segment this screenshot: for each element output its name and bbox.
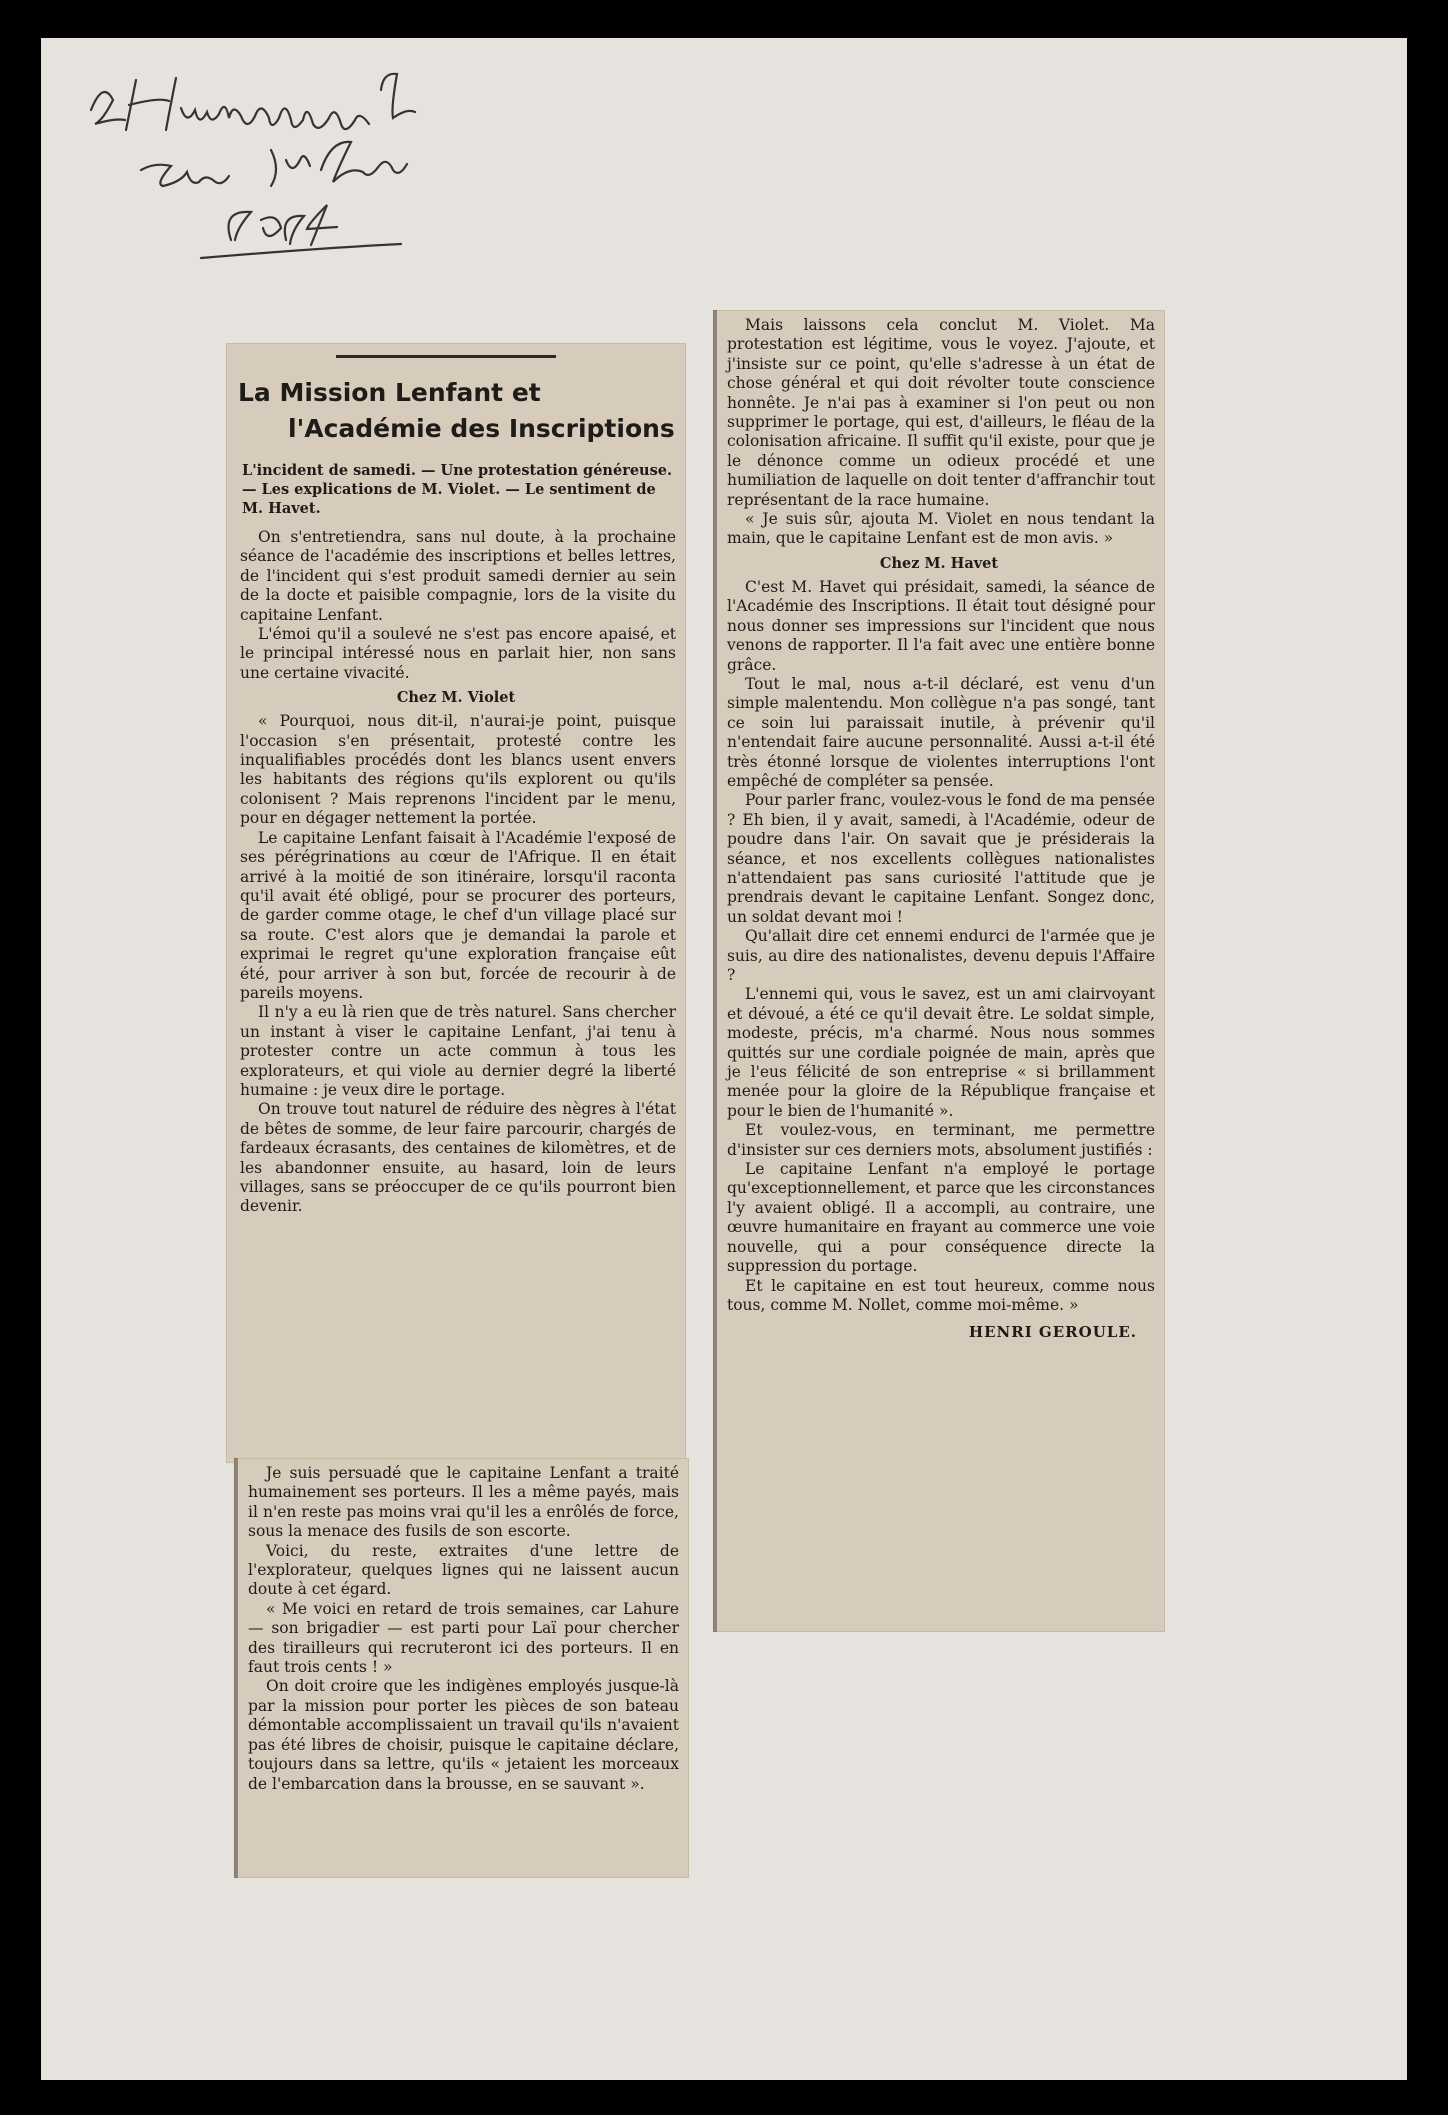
paragraph: Tout le mal, nous a-t-il déclaré, est venu d'un simple malentendu. Mon collègue n'a pas songé, tant ce soin lui paraissait inutile, à prévenir qu'il n'entendait faire aucune personnalité. Aussi a-t-il été très étonné lorsque de violentes interruptions l'ont empêché de compléter sa pensée. (727, 674, 1155, 790)
paragraph: C'est M. Havet qui présidait, samedi, la séance de l'Académie des Inscriptions. Il était tout désigné pour nous donner ses impressions sur l'incident que nous venons de rapporter. Il l'a fait avec une entière bonne grâce. (727, 577, 1155, 674)
section-violet-continued (234, 1458, 689, 1794)
paragraph: On doit croire que les indigènes employés jusque-là par la mission pour porter les pièces de son bateau démontable accomplissaient un travail qu'ils n'avaient pas été libres de choisir, puisque le capitaine déclare, toujours dans sa lettre, qu'ils « jetaient les morceaux de l'embarcation dans la brousse, en se sauvant ». (248, 1677, 679, 1793)
paragraph: On trouve tout naturel de réduire des nègres à l'état de bêtes de somme, de leur faire parcourir, chargés de fardeaux écrasants, des centaines de kilomètres, et de les abandonner ensuite, au hasard, loin de leurs villages, sans se préoccuper de ce qu'ils pourront bien devenir. (240, 1100, 676, 1216)
paragraph: Mais laissons cela conclut M. Violet. Ma protestation est légitime, vous le voyez. J'ajoute, et j'insiste sur ce point, qu'elle s'adresse à un état de chose général et qui doit révolter toute conscience honnête. Je n'ai pas à examiner si l'on peut ou non supprimer le portage, qui est, d'ailleurs, le fléau de la colonisation africaine. Il suffit qu'il existe, pour que je le dénonce comme un odieux procédé et une humiliation de laquelle on doit tenter d'affranchir tout représentant de la race humaine. (727, 316, 1155, 509)
paragraph: On s'entretiendra, sans nul doute, à la prochaine séance de l'académie des inscriptions et belles lettres, de l'incident qui s'est produit samedi dernier au sein de la docte et paisible compagnie, lors de la visite du capitaine Lenfant. (240, 528, 676, 624)
clipping-left-top (226, 343, 686, 1463)
paragraph: « Pourquoi, nous dit-il, n'aurai-je point, puisque l'occasion s'en présentait, protesté contre les inqualifiables procédés dont les blancs usent envers les habitants des régions qu'ils explorent ou qu'ils colonisent ? Mais reprenons l'incident par le menu, pour en dégager nettement la portée. (240, 712, 676, 828)
handwritten-annotation (81, 50, 561, 270)
section-havet-body (713, 578, 1165, 1315)
author-signature: HENRI GEROULE. (968, 1323, 1137, 1342)
paragraph: Qu'allait dire cet ennemi endurci de l'armée que je suis, au dire des nationalistes, devenu depuis l'Affaire ? (727, 927, 1155, 984)
section-heading-violet: Chez M. Violet (396, 689, 516, 707)
article-subheading: L'incident de samedi. — Une protestation généreuse. — Les explications de M. Violet. — Le sentiment de M. Havet. (242, 462, 673, 517)
paragraph: « Me voici en retard de trois semaines, car Lahure — son brigadier — est parti pour Laï pour chercher des tirailleurs qui recruteront ici des porteurs. Il en faut trois cents ! » (248, 1599, 679, 1677)
paragraph: Et voulez-vous, en terminant, me permettre d'insister sur ces derniers mots, absolument justifiés : (727, 1121, 1155, 1159)
paragraph: Il n'y a eu là rien que de très naturel. Sans chercher un instant à viser le capitaine Lenfant, j'ai tenu à protester contre un acte commun à tous les explorateurs, et qui viole au dernier degré la liberté humaine : je veux dire le portage. (240, 1003, 676, 1099)
paragraph: « Je suis sûr, ajouta M. Violet en nous tendant la main, que le capitaine Lenfant est de mon avis. » (727, 510, 1155, 548)
clipping-edge (713, 310, 717, 1632)
paragraph: Le capitaine Lenfant n'a employé le portage qu'exceptionnellement, et parce que les circonstances l'y avaient obligé. Il a accompli, au contraire, une œuvre humanitaire en frayant au commerce une voie nouvelle, qui a pour conséquence directe la suppression du portage. (727, 1160, 1155, 1276)
paragraph: Et le capitaine en est tout heureux, comme nous tous, comme M. Nollet, comme moi-même. » (727, 1276, 1155, 1314)
paragraph: L'ennemi qui, vous le savez, est un ami clairvoyant et dévoué, a été ce qu'il devait être. Le soldat simple, modeste, précis, m'a charmé. Nous nous sommes quittés sur une cordiale poignée de main, après que je l'eus félicité de son entreprise « si brillamment menée pour la gloire de la République française et pour le bien de l'humanité ». (727, 985, 1155, 1120)
article-title (238, 375, 676, 447)
paragraph: Voici, du reste, extraites d'une lettre de l'explorateur, quelques lignes qui ne laissent aucun doute à cet égard. (248, 1541, 679, 1599)
paragraph: Pour parler franc, voulez-vous le fond de ma pensée ? Eh bien, il y avait, samedi, à l'Académie, odeur de poudre dans l'air. On savait que je présiderais la séance, et nos excellents collègues nationalistes n'attendaient pas sans curiosité l'attitude que je prendrais devant le capitaine Lenfant. Songez donc, un soldat devant moi ! (727, 791, 1155, 926)
section-heading-havet: Chez M. Havet (879, 554, 999, 572)
paragraph: L'émoi qu'il a soulevé ne s'est pas encore apaisé, et le principal intéressé nous en parlait hier, non sans une certaine vivacité. (240, 625, 676, 682)
section-violet-body (226, 712, 686, 1217)
article-intro (226, 528, 686, 683)
article-title-line1: La Mission Lenfant et (238, 378, 541, 407)
clipping-right (713, 310, 1165, 1632)
clipping-edge (234, 1458, 238, 1878)
paragraph: Je suis persuadé que le capitaine Lenfant a traité humainement ses porteurs. Il les a même payés, mais il n'en reste pas moins vrai qu'il les a enrôlés de force, sous la menace des fusils de son escorte. (248, 1464, 679, 1541)
ornament-rule (336, 355, 556, 358)
clipping-left-bottom (234, 1458, 689, 1878)
album-page (41, 38, 1407, 2080)
section-violet-end (713, 310, 1165, 549)
article-title-line2: l'Académie des Inscriptions (288, 414, 675, 443)
paragraph: Le capitaine Lenfant faisait à l'Académie l'exposé de ses pérégrinations au cœur de l'Afrique. Il en était arrivé à la moitié de son itinéraire, lorsqu'il raconta qu'il avait été obligé, pour se procurer des porteurs, de garder comme otage, le chef d'un village placé sur sa route. C'est alors que je demandai la parole et exprimai le regret qu'une exploration française eût été, pour arriver à son but, forcée de recourir à de pareils moyens. (240, 828, 676, 1002)
